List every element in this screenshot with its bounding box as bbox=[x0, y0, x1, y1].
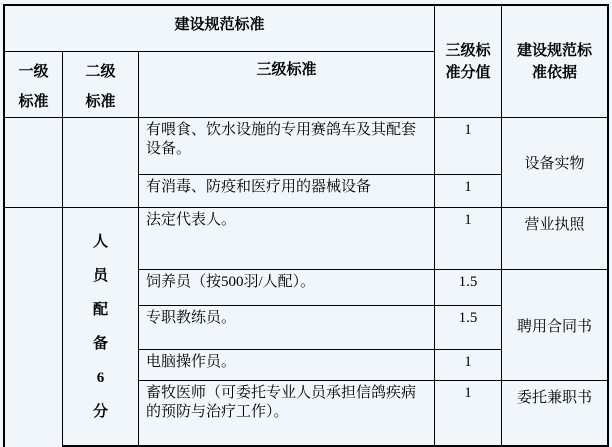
personnel-char-4: 备 bbox=[92, 335, 108, 352]
criteria-cell-row7: 畜牧医师（可委托专业人员承担信鸽疾病的预防与治疗工作）。 bbox=[139, 381, 435, 445]
basis-cell-delegation: 委托兼职书 bbox=[517, 390, 593, 406]
header-level2 bbox=[63, 52, 139, 118]
criteria-cell-row3: 法定代表人。 bbox=[139, 208, 435, 270]
basis-cell-employment: 聘用合同书 bbox=[502, 270, 607, 381]
header-level2-line1: 二级 bbox=[85, 64, 116, 80]
header-level2-line2: 标准 bbox=[85, 94, 116, 110]
score-cell-row5: 1.5 bbox=[435, 306, 502, 350]
personnel-char-6: 分 bbox=[92, 403, 108, 420]
score-cell-row1: 1 bbox=[435, 118, 502, 175]
level1-cell-equipment-empty bbox=[5, 118, 63, 208]
header-level1-line1: 一级 bbox=[18, 64, 49, 80]
criteria-cell-row6: 电脑操作员。 bbox=[139, 350, 435, 381]
header-basis-title bbox=[502, 6, 607, 118]
score-cell-row4: 1.5 bbox=[435, 270, 502, 306]
criteria-cell-row1: 有喂食、饮水设施的专用赛鸽车及其配套设备。 bbox=[139, 118, 435, 175]
score-cell-row2: 1 bbox=[435, 175, 502, 208]
score-cell-row6: 1 bbox=[435, 350, 502, 381]
personnel-char-5: 6 bbox=[96, 369, 105, 386]
score-cell-row7: 1 bbox=[435, 381, 502, 445]
header-basis-line2: 准依据 bbox=[532, 64, 578, 81]
personnel-char-3: 配 bbox=[92, 301, 108, 318]
standards-table bbox=[3, 4, 609, 447]
header-basis-line1: 建设规范标 bbox=[517, 42, 593, 59]
level2-cell-equipment-empty bbox=[63, 118, 139, 208]
header-level1 bbox=[5, 52, 63, 118]
level2-cell-personnel-label bbox=[63, 208, 139, 445]
basis-cell-license: 营业执照 bbox=[502, 208, 607, 270]
header-score-line2: 准分值 bbox=[445, 64, 491, 81]
criteria-cell-row2: 有消毒、防疫和医疗用的器械设备 bbox=[139, 175, 435, 208]
header-level1-line2: 标准 bbox=[18, 94, 49, 110]
criteria-cell-row4: 饲养员（按500羽/人配）。 bbox=[139, 270, 435, 306]
personnel-char-1: 人 bbox=[92, 233, 108, 250]
criteria-cell-row5: 专职教练员。 bbox=[139, 306, 435, 350]
basis-cell-equipment: 设备实物 bbox=[502, 118, 607, 208]
header-level3: 三级标准 bbox=[139, 52, 435, 118]
header-score-line1: 三级标 bbox=[445, 42, 491, 59]
score-cell-row3: 1 bbox=[435, 208, 502, 270]
personnel-char-2: 员 bbox=[92, 267, 108, 284]
header-score-title bbox=[435, 6, 502, 118]
header-main-title: 建设规范标准 bbox=[5, 6, 435, 52]
level1-cell-personnel-empty bbox=[5, 208, 63, 445]
